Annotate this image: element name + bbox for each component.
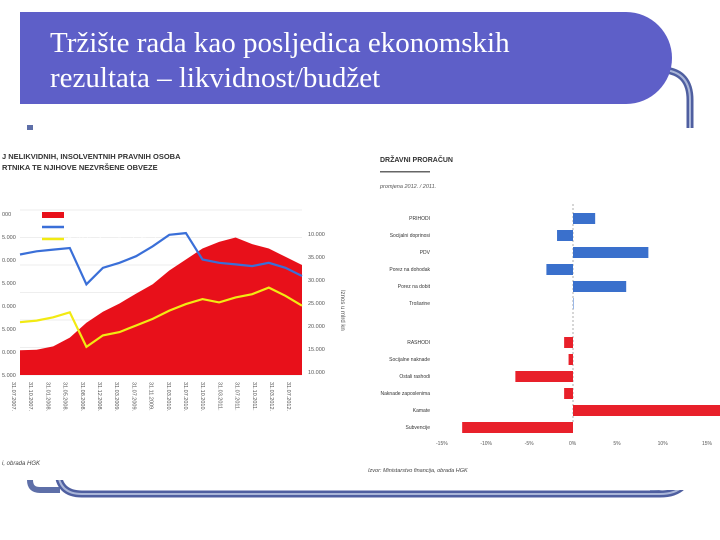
x-axis-tick: 31.08.2008. [78,382,85,412]
illiquidity-chart [0,130,363,480]
title-underline [42,106,654,109]
right-axis-tick: 10.000 [308,370,325,376]
category-label: Ostali rashodi [399,374,430,380]
left-chart-right-axis-label: Iznos u mlrd kn [339,290,345,331]
bar-4 [573,281,626,292]
x-axis-tick: 31.11.2009. [147,382,154,411]
x-axis-tick: 31.07.2011. [233,382,240,411]
budget-chart-image [366,128,713,490]
left-chart-plot [20,210,302,375]
bar-0 [573,213,595,224]
category-label: Naknade zaposlenima [380,391,430,397]
right-chart-plot [381,204,720,447]
left-axis-tick: 5.000 [2,327,16,333]
left-axis-tick: 0.000 [2,258,16,264]
bar-3 [546,264,573,275]
bar-1 [557,230,573,241]
bar-2 [573,247,648,258]
right-chart-subheading: promjena 2012. / 2011. [380,184,437,190]
left-chart-legend [42,212,183,243]
title-banner [20,12,672,104]
left-axis-tick: 5.000 [2,281,16,287]
illiquidity-chart-image [0,130,363,480]
category-label: Porez na dohodak [389,267,430,273]
category-label: Kamate [412,408,430,414]
x-axis-tick: 31.07.2012. [285,382,292,412]
x-axis-tick: 31.03.2012. [268,382,274,412]
x-axis-tick: 31.07.2007. [10,382,16,412]
bar-11 [462,422,573,433]
right-chart-heading-rule [380,171,430,173]
category-label: Trošarine [409,301,430,307]
legend-label-1: Broj blokiranih obrnika (lijevo) [68,225,141,231]
category-label: PDV [419,250,430,256]
left-chart-left-axis [2,212,16,379]
right-axis-tick: 25.000 [308,301,325,307]
left-chart-heading-1: J NELIKVIDNIH, INSOLVENTNIH PRAVNIH OSOBA [2,152,181,161]
right-axis-tick: 15.000 [308,347,325,353]
bar-8 [515,371,573,382]
series-area-0 [20,238,302,376]
right-axis-tick: 20.000 [308,324,325,330]
x-axis-tick: -15% [436,441,448,447]
bar-5 [573,298,574,309]
left-chart-right-axis [308,232,325,376]
category-label: Socijalne naknade [389,357,430,363]
left-chart-source: i, obrada HGK [2,461,41,467]
x-axis-tick: 31.07.2009. [130,382,137,412]
category-label: PRIHODI [409,216,430,222]
left-axis-tick: 0.000 [2,350,16,356]
x-axis-tick: 31.03.2011. [216,382,223,411]
x-axis-tick: 31.01.2008. [44,382,51,412]
left-axis-tick: 0.000 [2,304,16,310]
x-axis-tick: 10% [657,441,668,447]
right-chart-heading: DRŽAVNI PRORAČUN [380,157,453,164]
x-axis-tick: 0% [569,441,577,447]
category-label: Porez na dobit [397,284,430,290]
slide-title [50,26,670,96]
right-axis-tick: 10.000 [308,232,325,238]
left-axis-tick: 000 [2,212,12,218]
right-axis-tick: 30.000 [308,278,325,284]
left-chart-heading-2: RTNIKA TE NJIHOVE NEZVRŠENE OBVEZE [2,163,158,172]
x-axis-tick: 31.07.2010. [182,382,188,412]
left-chart-x-axis [10,382,291,412]
legend-swatch-0 [42,212,64,218]
x-axis-tick: -10% [480,441,493,447]
x-axis-tick: -5% [524,441,534,447]
x-axis-tick: 5% [613,441,621,447]
x-axis-tick: 31.03.2009. [113,382,120,412]
x-axis-tick: 31.05.2008. [61,382,68,412]
bar-7 [569,354,573,365]
category-label: Subvencije [405,425,430,431]
right-axis-tick: 35.000 [308,255,325,261]
bar-9 [564,388,573,399]
legend-label-0: Iznos tamnoplavih poslovnih subjekata (desno) [68,213,183,219]
left-axis-tick: 5.000 [2,235,16,241]
right-chart-source: Izvor: Ministarstvo financija, obrada HGK [368,468,468,474]
category-label: Socijalni doprinosi [389,233,430,239]
legend-label-2: Broj blokiranih pravnih osoba (lijevo) [68,237,157,243]
x-axis-tick: 31.12.2008. [96,382,102,412]
slide-title-line1: Tržište rada kao posljedica ekonomskih [50,27,510,59]
x-axis-tick: 31.10.2011. [250,382,257,411]
x-axis-tick: 15% [702,441,713,447]
x-axis-tick: 31.03.2010. [164,382,171,412]
left-axis-tick: 5.000 [2,373,16,379]
x-axis-tick: 31.10.2007. [27,382,34,412]
bar-10 [573,405,720,416]
category-label: RASHODI [407,340,430,346]
budget-chart [366,128,713,490]
bar-6 [564,337,573,348]
slide-title-line2: rezultata – likvidnost/budžet [50,62,381,94]
x-axis-tick: 31.10.2010. [199,382,206,412]
